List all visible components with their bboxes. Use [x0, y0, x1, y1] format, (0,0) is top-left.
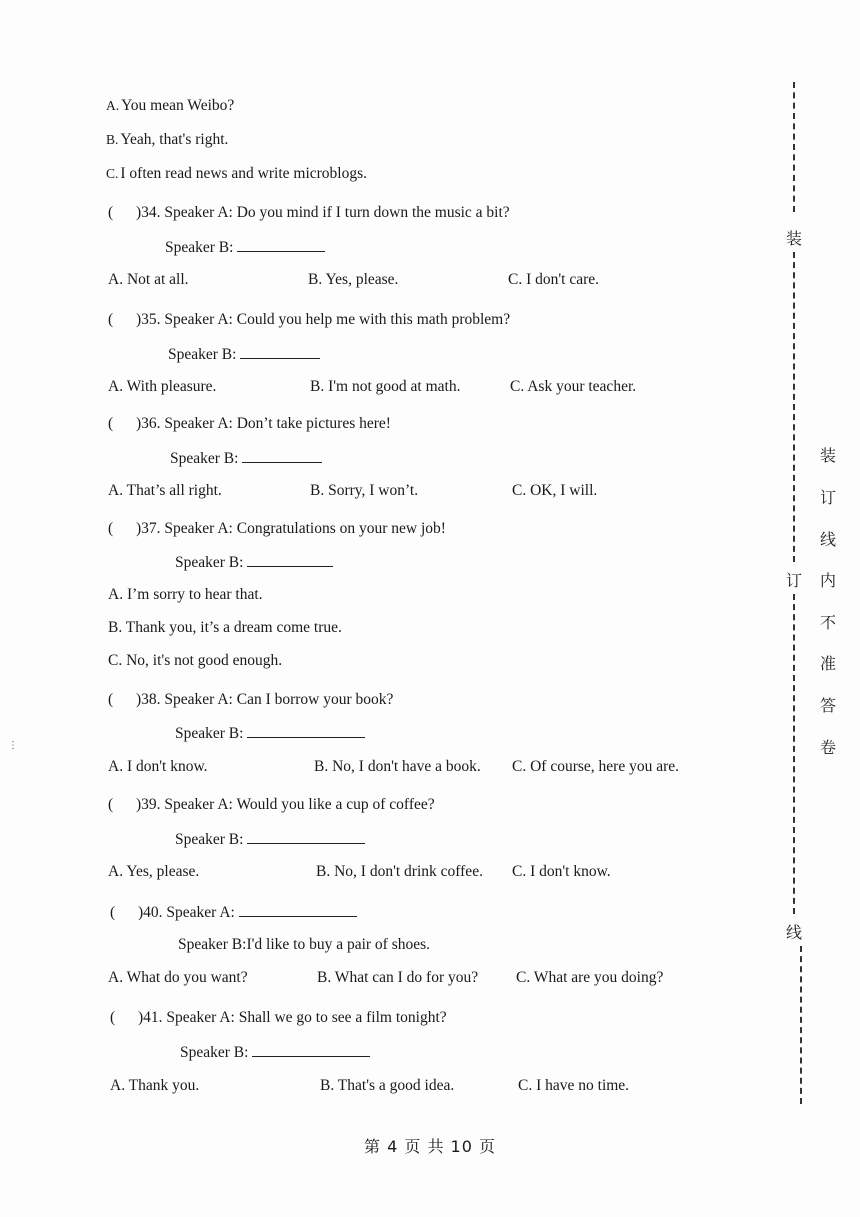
q35-option-a: A. With pleasure.: [108, 378, 217, 395]
q35-stem: [108, 310, 510, 330]
question-text: )38. Speaker A: Can I borrow your book?: [136, 691, 394, 708]
speaker-b-label: Speaker B:: [168, 346, 237, 363]
answer-blank[interactable]: [247, 829, 365, 844]
q39-speaker-b: [175, 829, 365, 850]
answer-blank[interactable]: [237, 237, 325, 252]
notice-char: 装: [820, 446, 837, 465]
q37-option-a: A. I’m sorry to hear that.: [108, 586, 263, 603]
answer-paren[interactable]: (: [110, 904, 116, 921]
q38-option-c: C. Of course, here you are.: [512, 758, 679, 775]
q37-option-b: B. Thank you, it’s a dream come true.: [108, 619, 342, 636]
q35-option-b: B. I'm not good at math.: [310, 378, 461, 395]
notice-char: 准: [820, 654, 837, 673]
notice-char: 答: [820, 696, 837, 715]
q36-option-a: A. That’s all right.: [108, 482, 222, 499]
binding-char-xian: 线: [786, 923, 803, 942]
q36-option-b: B. Sorry, I won’t.: [310, 482, 419, 499]
q37-speaker-b: [175, 552, 333, 573]
question-text: )37. Speaker A: Congratulations on your new job!: [136, 520, 446, 537]
q36-speaker-b: [170, 448, 322, 469]
answer-paren[interactable]: (: [108, 520, 114, 537]
notice-char: 订: [820, 488, 837, 507]
answer-paren[interactable]: (: [108, 796, 114, 813]
q40-speaker-b: Speaker B:I'd like to buy a pair of shoes.: [178, 936, 431, 953]
notice-char: 内: [820, 571, 837, 590]
page-number: 第 4 页 共 10 页: [364, 1137, 496, 1156]
question-text: )36. Speaker A: Don’t take pictures here!: [136, 415, 391, 432]
q33-option-a: [106, 96, 234, 116]
option-letter: A.: [106, 98, 120, 113]
q41-option-a: A. Thank you.: [110, 1077, 200, 1094]
speaker-b-label: Speaker B:: [175, 725, 244, 742]
q40-option-c: C. What are you doing?: [516, 969, 664, 986]
q37-option-c: C. No, it's not good enough.: [108, 652, 283, 669]
q34-option-b: B. Yes, please.: [308, 271, 399, 288]
answer-paren[interactable]: (: [110, 1009, 116, 1026]
binding-dashed-line: [793, 252, 795, 562]
q38-stem: [108, 690, 393, 710]
binding-dashed-line: [800, 946, 802, 1104]
q40-option-b: B. What can I do for you?: [317, 969, 479, 986]
answer-blank[interactable]: [247, 552, 333, 567]
question-text: )40. Speaker A:: [138, 904, 235, 921]
scan-mark: ⋮: [8, 740, 18, 751]
q34-stem: [108, 203, 510, 223]
q39-option-c: C. I don't know.: [512, 863, 611, 880]
answer-paren[interactable]: (: [108, 311, 114, 328]
q34-speaker-b: [165, 237, 325, 258]
q33-option-b: [106, 130, 228, 150]
option-text: You mean Weibo?: [121, 97, 235, 114]
question-text: )35. Speaker A: Could you help me with this math problem?: [136, 311, 511, 328]
speaker-b-label: Speaker B:: [170, 450, 239, 467]
notice-char: 卷: [820, 738, 837, 757]
option-letter: B.: [106, 132, 119, 147]
binding-dashed-line: [793, 82, 795, 212]
answer-blank[interactable]: [239, 902, 357, 917]
answer-paren[interactable]: (: [108, 415, 114, 432]
q37-stem: [108, 519, 446, 539]
q39-option-b: B. No, I don't drink coffee.: [316, 863, 483, 880]
q33-option-c: [106, 164, 367, 184]
q34-option-c: C. I don't care.: [508, 271, 600, 288]
q39-stem: [108, 795, 435, 815]
notice-char: 线: [820, 530, 837, 549]
q38-speaker-b: [175, 723, 365, 744]
question-text: )39. Speaker A: Would you like a cup of coffee?: [136, 796, 435, 813]
q36-stem: [108, 414, 391, 434]
speaker-b-label: Speaker B:: [180, 1044, 249, 1061]
q40-option-a: A. What do you want?: [108, 969, 248, 986]
q35-option-c: C. Ask your teacher.: [510, 378, 637, 395]
q41-speaker-b: [180, 1042, 370, 1063]
notice-char: 不: [820, 613, 837, 632]
q35-speaker-b: [168, 344, 320, 365]
answer-blank[interactable]: [247, 723, 365, 738]
binding-char-ding: 订: [786, 571, 803, 590]
answer-blank[interactable]: [252, 1042, 370, 1057]
option-letter: C.: [106, 166, 119, 181]
option-text: Yeah, that's right.: [120, 131, 229, 148]
q34-option-a: A. Not at all.: [108, 271, 189, 288]
question-text: )41. Speaker A: Shall we go to see a film tonight?: [138, 1009, 447, 1026]
option-text: I often read news and write microblogs.: [120, 165, 368, 182]
q38-option-b: B. No, I don't have a book.: [314, 758, 481, 775]
speaker-b-label: Speaker B:: [165, 239, 234, 256]
q39-option-a: A. Yes, please.: [108, 863, 200, 880]
q41-option-b: B. That's a good idea.: [320, 1077, 455, 1094]
q40-stem: [110, 902, 357, 923]
binding-char-zhuang: 装: [786, 229, 803, 248]
answer-blank[interactable]: [242, 448, 322, 463]
speaker-b-label: Speaker B:: [175, 831, 244, 848]
answer-paren[interactable]: (: [108, 204, 114, 221]
q41-option-c: C. I have no time.: [518, 1077, 630, 1094]
speaker-b-label: Speaker B:: [175, 554, 244, 571]
question-text: )34. Speaker A: Do you mind if I turn down the music a bit?: [136, 204, 510, 221]
answer-blank[interactable]: [240, 344, 320, 359]
q41-stem: [110, 1008, 447, 1028]
binding-dashed-line: [793, 594, 795, 914]
answer-paren[interactable]: (: [108, 691, 114, 708]
q38-option-a: A. I don't know.: [108, 758, 208, 775]
q36-option-c: C. OK, I will.: [512, 482, 598, 499]
